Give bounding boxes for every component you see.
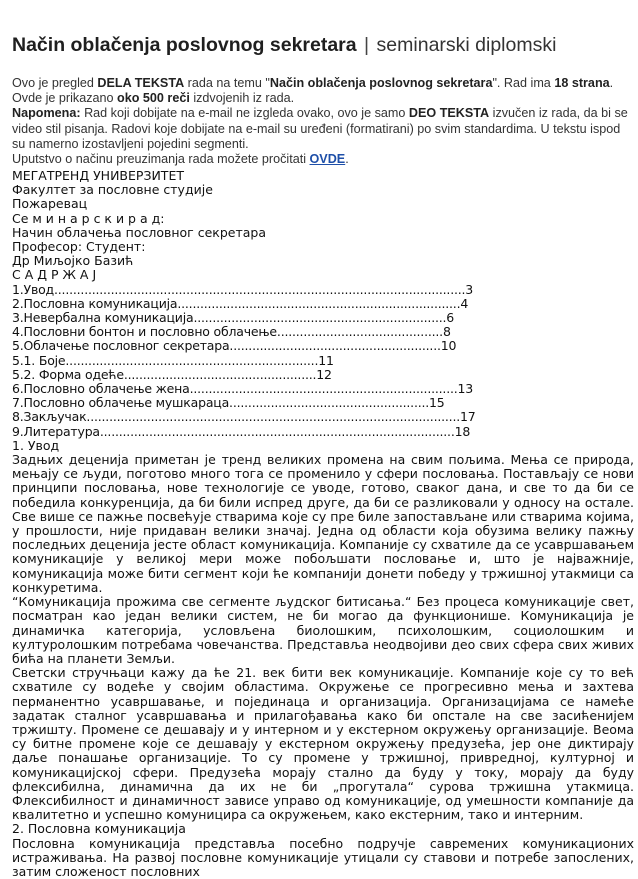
toc-entry: 2.Пословна комуникација...........................................................................4 (12, 296, 469, 311)
doc-title: Начин облачења пословног секретара (12, 225, 266, 240)
note-text: izvučen iz rada, da bi se video stil pisanja. Radovi koje dobijate na e-mail su uređeni (formatirani) po svim standardima. U tekstu ispod su namerno izostavljeni pojedini segmenti. (12, 106, 628, 151)
page-title-main: Način oblačenja poslovnog sekretara (12, 34, 357, 56)
page-title-subtitle: seminarski diplomski (376, 34, 557, 56)
toc-entry: 5.1. Боје...................................................................11 (12, 353, 334, 368)
intro-text: Ovo je pregled (12, 76, 98, 90)
intro-text: . Ovde je prikazano (12, 76, 614, 106)
document-body (12, 169, 634, 879)
note-bold-part: DEO TEKSTA (408, 106, 490, 121)
note-text: Rad koji dobijate na e-mail ne izgleda ovako, ovo je samo (80, 106, 409, 121)
guide-text: Uputstvo o načinu preuzimanja rada možete pročitati (12, 152, 310, 167)
toc-entry: 3.Невербална комуникација...................................................................6 (12, 311, 455, 326)
guide-text-end: . (345, 152, 349, 167)
intro-bold-part: DELA TEKSTA (97, 76, 185, 90)
toc-heading: С А Д Р Ж А Ј (12, 268, 97, 283)
intro-text: ". Rad ima (492, 76, 555, 90)
ovde-link[interactable]: OVDE (309, 152, 346, 167)
roles-line: Професор: Студент: (12, 240, 146, 255)
intro-word-count: oko 500 reči (117, 91, 190, 106)
section-heading: 2. Пословна комуникација (12, 822, 186, 837)
professor-name: Др Миљојко Базић (12, 254, 134, 269)
university-name: МЕГАТРЕНД УНИВЕРЗИТЕТ (12, 169, 184, 183)
title-separator: | (364, 34, 370, 56)
intro-text: rada na temu " (184, 76, 270, 90)
intro-notice (12, 76, 636, 167)
toc-entry: 7.Пословно облачење мушкараца.....................................................15 (12, 396, 445, 411)
intro-topic: Način oblačenja poslovnog sekretara (269, 76, 493, 90)
body-paragraph: Пословна комуникација представља посебно подручје савремених комуникационих истраживања. На развој пословне комуникације утицали су ставови и потребе запослених, затим сложеност пословних (12, 835, 634, 879)
toc-entry: 6.Пословно облачење жена.......................................................................13 (12, 382, 474, 397)
intro-page-count: 18 strana (554, 76, 610, 90)
body-paragraph: Светски стручњаци кажу да ће 21. век бити век комуникације. Компаније које су то већ схватиле су водеће у својим областима. Окружење се прогресивно мења и захтева перманентно усавршавање, и појединаца и организација. Организацијама се намеће задатак сталног усавршавања и прилагођавања како би опстале на све засићенијем тржишту. Промене се дешавају и у интерном и у екстерном окружењу организације. Веома су битне промене које се дешавају у екстерном окружењу предузећа, јер оне диктирају даље понашање организације. То су промене у тржишној, привредној, културној и комуникацијској сфери. Предузећа морају стално да буду у току, морају да буду флексибилна, динамична да их не би „прогутала“ сурова тржишна утакмица. Флексибилност и динамичност зависе управо од комуникације, од умешности компаније да квалитетно и успешно комуницира са окружењем, како екстерним, тако и интерним. (12, 665, 634, 823)
doc-type: Се м и н а р с к и р а д: (12, 211, 165, 226)
toc-entry: 8.Закључак...................................................................................................17 (12, 410, 476, 425)
body-paragraph: Задњих деценија приметан је тренд великих промена на свим пољима. Мења се природа, мењају се људи, поготово много тога се променило у сфери пословања. Постављају се нови принципи пословања, нове технологије се уводе, готово, сваког дана, и све то да би се победила конкуренција, да би били испред друге, да би се разликовали у односу на остале. Све више се пажње посвећује стварима које су пре биле запостављане или стварима којима, у прошлости, није придаван велики значај. Једна од области која обузима велику пажњу последњих деценија јесте област комуникација. Компаније су схватиле да се усавршавањем комуникације у великој мери може побољшати пословање и, што је најважније, комуникација може бити сегмент који ће компанији донети победу у тржишној утакмици са конкуретима. (12, 452, 634, 595)
section-heading: 1. Увод (12, 438, 60, 453)
city: Пожаревац (12, 197, 88, 212)
toc-entry: 4.Пословни бонтон и пословно облачење............................................8 (12, 325, 451, 340)
toc-entry: 1.Увод.............................................................................................................3 (12, 282, 474, 297)
faculty-name: Факултет за пословне студије (12, 183, 213, 198)
page-title (12, 34, 556, 57)
toc-entry: 9.Литература..............................................................................................18 (12, 424, 471, 439)
note-label: Napomena: (12, 106, 81, 121)
intro-text: izdvojenih iz rada. (189, 91, 295, 106)
toc-entry: 5.Облачење пословног секретара........................................................10 (12, 339, 457, 354)
body-paragraph: “Комуникација прожима све сегменте људског битисања.“ Без процеса комуникације свет, посматран као један велики систем, не би могао да функционише. Комуникација је динамичка категорија, условљена биолошким, психолошким, социолошким и културолошким потребама човечанства. Представља неодвојиви део свих сфера свих живих бића на планети Земљи. (12, 594, 634, 666)
toc-entry: 5.2. Форма одеће...................................................12 (12, 367, 332, 382)
